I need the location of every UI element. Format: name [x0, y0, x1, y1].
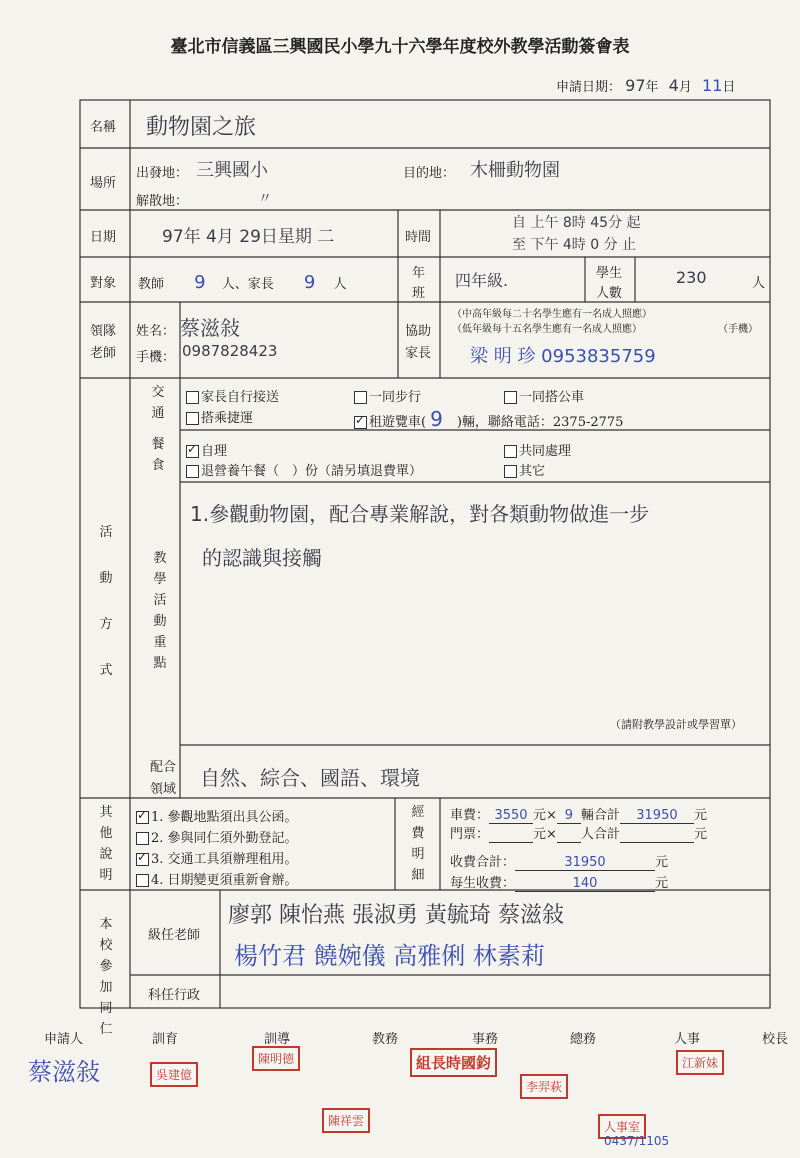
role-general: 總務 [570, 1032, 597, 1047]
apply-year-unit: 年 [645, 80, 659, 95]
staff-label: 本校參加同仁 [99, 917, 113, 1037]
per-yuan: 元 [655, 876, 669, 891]
per-value: 140 [515, 876, 655, 892]
other-label: 其他說明 [99, 805, 113, 883]
fee-income-line [450, 851, 668, 871]
time-end: 至 下午 4時 0 分 止 [512, 237, 637, 253]
income-yuan: 元 [655, 855, 669, 870]
apply-month: 4 [668, 76, 679, 95]
checkbox-checked[interactable] [136, 853, 149, 866]
stamp-affairs: 組長時國鈞 [410, 1048, 497, 1077]
activity-label: 活動方式 [99, 525, 113, 678]
option-label: 共同處理 [519, 444, 572, 459]
ticket-unit: 元× [533, 827, 557, 842]
dismiss-value: 〃 [258, 191, 272, 207]
subject-label: 科任行政 [148, 988, 201, 1003]
domain-label-2: 領域 [150, 782, 177, 797]
ticket-label: 門票： [450, 827, 490, 842]
other-item-2 [136, 827, 298, 846]
stamp-guidance: 陳明德 [252, 1046, 300, 1071]
assist-note-1: （中高年級每二十名學生應有一名成人照應） [452, 309, 652, 320]
income-label: 收費合計： [450, 855, 516, 870]
option-label: 自理 [201, 444, 228, 459]
ticket-total-label: 人合計 [580, 827, 620, 842]
focus-text-1: 1.參觀動物園，配合專業解說，對各類動物做進一步 [190, 502, 650, 526]
leader-name-label: 姓名： [136, 324, 176, 339]
domain-label-1: 配合 [150, 760, 177, 775]
date-value: 97年 4月 29日星期 二 [162, 227, 335, 247]
meal-option-joint[interactable] [504, 440, 571, 459]
dismiss-label: 解散地： [136, 194, 189, 209]
note-text: 4. 日期變更須重新會辦。 [151, 873, 298, 888]
domain-value: 自然、綜合、國語、環境 [200, 766, 420, 790]
stamp-academic: 陳祥雲 [322, 1108, 370, 1133]
stamp-personnel: 人事室 [598, 1114, 646, 1139]
meal-option-self[interactable] [186, 440, 227, 459]
role-personnel: 人事 [674, 1032, 701, 1047]
per-label: 每生收費： [450, 876, 516, 891]
focus-note: （請附教學設計或學習單） [610, 718, 742, 731]
checkbox-checked[interactable] [136, 811, 149, 824]
car-value: 3550 [489, 808, 533, 824]
teacher-unit: 人、家長 [221, 277, 274, 292]
option-label-phone: )輛，聯絡電話：2375-2775 [456, 415, 624, 430]
name-label: 名稱 [90, 120, 117, 135]
meal-label: 餐食 [151, 437, 165, 473]
stamp-number: 0437/1105 [604, 1134, 670, 1148]
role-affairs: 事務 [472, 1032, 499, 1047]
dest-label: 目的地： [403, 166, 456, 181]
teacher-label: 教師 [138, 277, 165, 292]
depart-label: 出發地： [136, 166, 189, 181]
checkbox[interactable] [354, 391, 367, 404]
checkbox[interactable] [186, 412, 199, 425]
place-label: 場所 [90, 176, 117, 191]
checkbox-checked[interactable] [186, 445, 199, 458]
parent-count: 9 [303, 272, 316, 293]
meal-option-other[interactable] [504, 460, 545, 479]
leader-phone-value: 0987828423 [182, 342, 278, 360]
assist-label-1: 協助 [405, 324, 432, 339]
fee-car-line [450, 804, 707, 824]
assist-value: 梁 明 珍 0953835759 [470, 346, 656, 367]
fee-ticket-line [450, 823, 707, 843]
other-item-4 [136, 869, 298, 888]
ticket-yuan: 元 [693, 827, 707, 842]
time-label: 時間 [405, 230, 432, 245]
transport-option-walk[interactable] [354, 386, 421, 405]
stamp-training: 吳建億 [150, 1062, 198, 1087]
bus-count: 9 [430, 407, 443, 431]
focus-label: 教學活動重點 [153, 551, 167, 671]
staff-row-2: 楊竹君 饒婉儀 高雅俐 林素莉 [234, 942, 545, 970]
checkbox[interactable] [186, 465, 199, 478]
transport-option-self[interactable] [186, 386, 279, 405]
staff-row-1: 廖郭 陳怡燕 張淑勇 黃毓琦 蔡滋敍 [228, 903, 564, 928]
option-label: 租遊覽車( [369, 415, 427, 430]
parent-unit: 人 [333, 277, 347, 292]
other-item-1 [136, 806, 298, 825]
leader-label-2: 老師 [90, 346, 117, 361]
dest-value: 木柵動物園 [470, 160, 560, 181]
time-start: 自 上午 8時 45分 起 [512, 215, 641, 231]
grade-value: 四年級. [455, 271, 509, 290]
option-label: 一同步行 [369, 390, 422, 405]
assist-mobile-note: （手機） [718, 324, 758, 335]
transport-label: 交通 [151, 385, 165, 421]
role-applicant: 申請人 [44, 1032, 84, 1047]
fee-per-line [450, 872, 668, 892]
role-training: 訓育 [152, 1032, 179, 1047]
stamp-principal: 江新妹 [676, 1050, 724, 1075]
car-total: 31950 [620, 808, 694, 824]
grade-label-2: 班 [412, 286, 426, 301]
role-academic: 教務 [372, 1032, 399, 1047]
car-unit: 元× [533, 808, 557, 823]
checkbox[interactable] [504, 445, 517, 458]
assist-note-2: （低年級每十五名學生應有一名成人照應） [452, 324, 642, 335]
stamp-general: 李羿萩 [520, 1074, 568, 1099]
income-value: 31950 [515, 855, 655, 871]
teacher-count-field [138, 272, 347, 293]
other-item-3 [136, 848, 298, 867]
students-value: 230 [676, 268, 707, 287]
assist-label-2: 家長 [405, 346, 432, 361]
apply-day-unit: 日 [722, 80, 736, 95]
option-label: 搭乘捷運 [201, 411, 254, 426]
fees-label: 經費明細 [411, 805, 425, 883]
checkbox-checked[interactable] [354, 416, 367, 429]
students-label-1: 學生 [596, 266, 623, 281]
transport-option-mrt[interactable] [186, 407, 253, 426]
students-label-2: 人數 [596, 286, 623, 301]
checkbox[interactable] [186, 391, 199, 404]
car-total-label: 輛合計 [580, 808, 620, 823]
depart-value: 三興國小 [196, 160, 268, 181]
meal-option-refund[interactable] [186, 460, 422, 479]
option-label: 家長自行接送 [201, 390, 280, 405]
date-label: 日期 [90, 230, 117, 245]
checkbox[interactable] [504, 391, 517, 404]
option-label: 退營養午餐（ ）份（請另填退費單） [201, 464, 423, 479]
name-value: 動物園之旅 [146, 115, 257, 140]
target-label: 對象 [90, 276, 117, 291]
car-label: 車費： [450, 808, 490, 823]
role-guidance: 訓導 [264, 1032, 291, 1047]
teacher-count: 9 [194, 272, 206, 293]
checkbox[interactable] [504, 465, 517, 478]
form-title: 臺北市信義區三興國民小學九十六學年度校外教學活動簽會表 [170, 37, 630, 57]
leader-label-1: 領隊 [90, 324, 117, 339]
students-unit: 人 [752, 276, 766, 291]
apply-year: 97 [625, 76, 646, 95]
option-label: 一同搭公車 [519, 390, 585, 405]
note-text: 1. 參觀地點須出具公函。 [151, 810, 298, 825]
leader-name-value: 蔡滋敍 [180, 316, 240, 340]
checkbox[interactable] [136, 874, 149, 887]
note-text: 3. 交通工具須辦理租用。 [151, 852, 298, 867]
grade-label-1: 年 [412, 266, 426, 281]
car-count: 9 [557, 808, 581, 824]
apply-date-label: 申請日期： [556, 80, 622, 95]
applicant-signature: 蔡滋敍 [28, 1058, 100, 1086]
class-teacher-label: 級任老師 [148, 928, 201, 943]
focus-text-2: 的認識與接觸 [202, 546, 322, 570]
leader-phone-label: 手機： [136, 350, 176, 365]
checkbox[interactable] [136, 832, 149, 845]
transport-option-charter[interactable] [354, 407, 623, 431]
option-label: 其它 [519, 464, 546, 479]
role-principal: 校長 [762, 1032, 789, 1047]
apply-month-unit: 月 [678, 80, 692, 95]
car-yuan: 元 [693, 808, 707, 823]
apply-day: 11 [702, 76, 723, 95]
transport-option-bus[interactable] [504, 386, 584, 405]
note-text: 2. 參與同仁須外勤登記。 [151, 831, 298, 846]
